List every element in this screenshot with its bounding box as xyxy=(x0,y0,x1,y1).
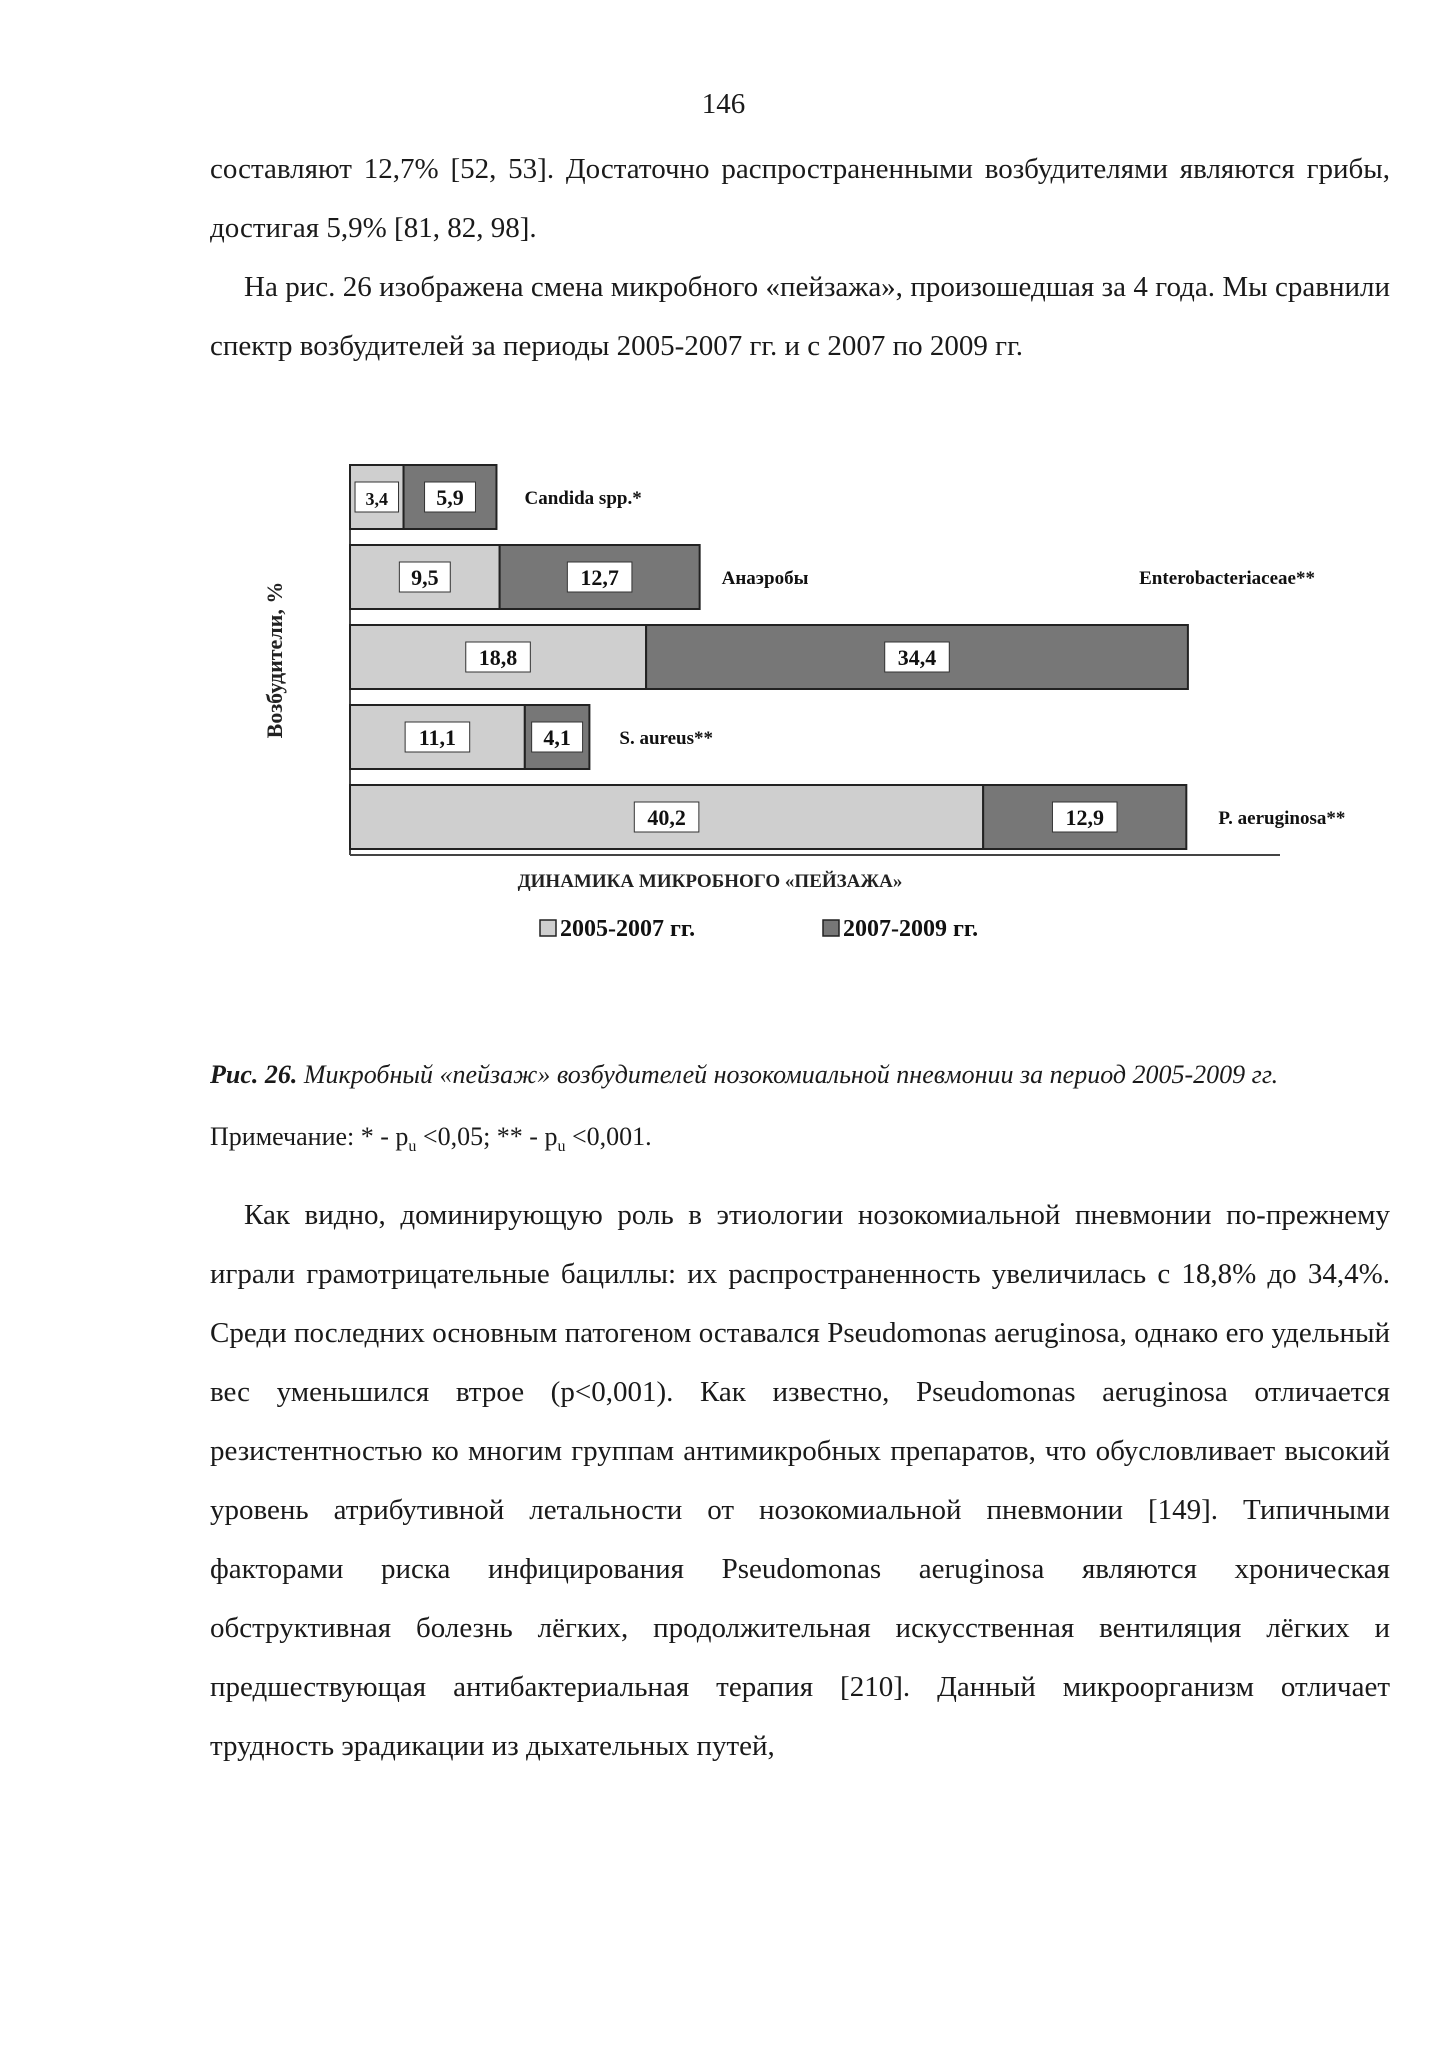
note-end: <0,001. xyxy=(565,1122,652,1151)
category-label-2: Enterobacteriaceae** xyxy=(1139,568,1315,589)
legend-swatch-0 xyxy=(540,920,556,936)
category-label-4: P. aeruginosa** xyxy=(1218,808,1346,829)
data-label-1-2: 34,4 xyxy=(897,645,937,670)
note-sub-1: u xyxy=(408,1138,417,1156)
figure-caption xyxy=(210,1060,1370,1090)
paragraph-body: Как видно, доминирующую роль в этиологии нозокомиальной пневмонии по-прежнему играли грамотрицательные бациллы: их распространенность увеличилась с 18,8% до 34,4%. Среди последних основным патогеном оставался Pseudomonas aeruginosa, однако его удельный вес уменьшился втрое (p<0,001). Как известно, Pseudomonas aeruginosa отличается резистентностью ко многим группам антимикробных препаратов, что обусловливает высокий уровень атрибутивной летальности от нозокомиальной пневмонии [149]. Типичными факторами риска инфицирования Pseudomonas aeruginosa являются хроническая обструктивная болезнь лёгких, продолжительная искусственная вентиляция лёгких и предшествующая антибактериальная терапия [210]. Данный микроорганизм отличает трудность эрадикации из дыхательных путей, xyxy=(210,1199,1390,1762)
figure-caption-lead: Рис. 26. xyxy=(210,1060,298,1089)
figure-caption-text: Микробный «пейзаж» возбудителей нозокомиальной пневмонии за период 2005-2009 гг. xyxy=(303,1060,1279,1089)
note-sub-2: u xyxy=(557,1138,566,1156)
category-label-0: Candida spp.* xyxy=(524,488,642,509)
data-label-0-4: 40,2 xyxy=(647,805,686,830)
data-label-0-2: 18,8 xyxy=(478,645,518,670)
data-label-1-4: 12,9 xyxy=(1065,805,1104,830)
category-label-3: S. aureus** xyxy=(619,728,714,749)
microbial-landscape-chart xyxy=(240,455,1420,975)
data-label-0-0: 3,4 xyxy=(365,489,389,509)
note-prefix: Примечание: * - p xyxy=(210,1122,409,1151)
paragraph-intro-2: На рис. 26 изображена смена микробного «пейзажа», произошедшая за 4 года. Мы сравнили спектр возбудителей за периоды 2005-2007 гг. и с 2007 по 2009 гг. xyxy=(210,271,1390,362)
note-middle: <0,05; ** - p xyxy=(416,1122,558,1151)
data-label-1-3: 4,1 xyxy=(543,725,571,750)
x-axis-label: ДИНАМИКА МИКРОБНОГО «ПЕЙЗАЖА» xyxy=(517,871,903,892)
category-label-1: Анаэробы xyxy=(721,568,809,589)
legend-swatch-1 xyxy=(823,920,839,936)
data-label-0-3: 11,1 xyxy=(418,725,457,750)
data-label-0-1: 9,5 xyxy=(411,565,439,590)
data-label-1-0: 5,9 xyxy=(436,485,464,510)
paragraph-intro-1: составляют 12,7% [52, 53]. Достаточно распространенными возбудителями являются грибы, достигая 5,9% [81, 82, 98]. xyxy=(210,153,1390,244)
figure-note xyxy=(210,1122,1370,1162)
y-axis-label: Возбудители, % xyxy=(262,581,287,739)
data-label-1-1: 12,7 xyxy=(580,565,619,590)
legend-label-1: 2007-2009 гг. xyxy=(843,916,979,942)
legend-label-0: 2005-2007 гг. xyxy=(560,916,696,942)
page-number: 146 xyxy=(701,88,746,120)
